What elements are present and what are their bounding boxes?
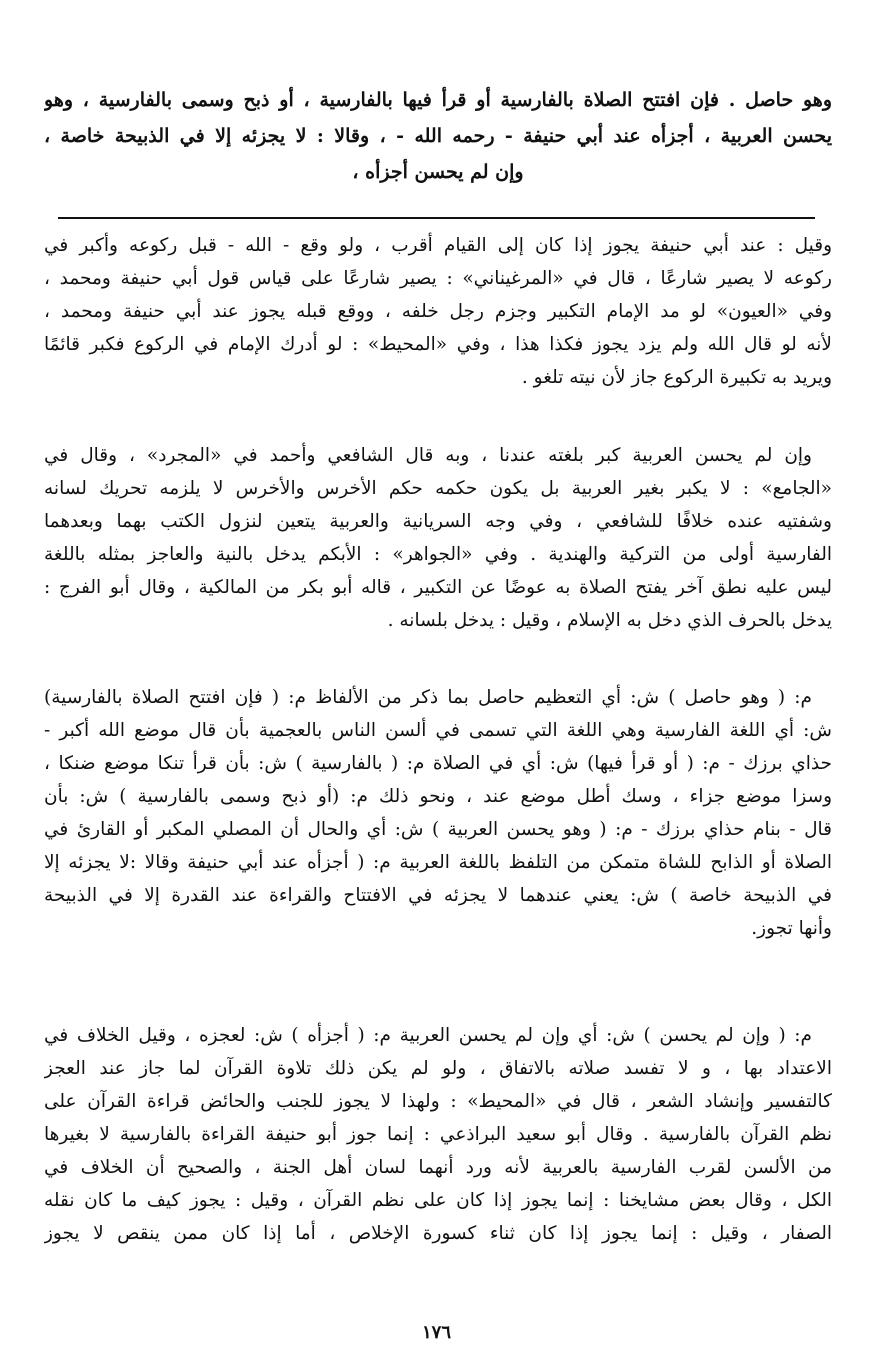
main-text-line: وهو حاصل . فإن افتتح الصلاة بالفارسية أو قرأ فيها بالفارسية ، أو ذبح وسمى بالفارسية ، وهو xyxy=(44,89,832,111)
text-line: قال - بنام حذاي برزك - م: ( وهو يحسن العربية ) ش: أي والحال أن المصلي المكبر أو القارئ في xyxy=(44,819,832,840)
page-number: ١٧٦ xyxy=(421,1322,451,1343)
text-line: الصلاة أو الذابح للشاة متمكن من التلفظ باللغة العربية م: ( أجزأه عند أبي حنيفة وقالا :لا يجزئه إلا xyxy=(44,852,832,873)
text-line: وأنها تجوز. xyxy=(751,918,832,939)
text-line: في الذبيحة خاصة ) ش: يعني عندهما لا يجزئه في الافتتاح والقراءة عند القدرة إلا في الذبيحة xyxy=(44,885,832,906)
text-line: من الألسن لقرب الفارسية بالعربية لأنه ورد أنهما لسان أهل الجنة ، والصحيح أن الخلاف في xyxy=(44,1157,832,1178)
text-line: م: ( وإن لم يحسن ) ش: أي وإن لم يحسن العربية م: ( أجزأه ) ش: لعجزه ، وقيل الخلاف في xyxy=(44,1025,812,1046)
commentary-paragraph-3 xyxy=(44,681,832,945)
text-line: ش: أي اللغة الفارسية وهي اللغة التي تسمى في ألسن الناس بالعجمية بأن قال موضع الله أكبر - xyxy=(44,720,832,741)
text-line: يدخل بالحرف الذي دخل به الإسلام ، وقيل : يدخل بلسانه . xyxy=(387,610,832,631)
text-line: الفارسية أولى من التركية والهندية . وفي «الجواهر» : الأبكم يدخل بالنية والعاجز بمثله باللغة xyxy=(44,544,832,565)
text-line: الصفار ، وقيل : إنما يجوز إذا كان ثناء كسورة الإخلاص ، أما إذا كان ممن ينقص لا يجوز xyxy=(44,1223,832,1244)
text-line: حذاي برزك - م: ( أو قرأ فيها) ش: أي في الصلاة م: ( بالفارسية ) ش: بأن قرأ تنكا موضع ضنكا ، xyxy=(44,753,832,774)
text-line: وفي «العيون» لو مد الإمام التكبير وجزم رجل خلفه ، ووقع قبله يجوز عند أبي حنيفة ومحمد ، xyxy=(44,301,832,322)
text-line: نظم القرآن بالفارسية . وقال أبو سعيد البراذعي : إنما جوز أبو حنيفة القراءة بالفارسية لا بغيرها xyxy=(44,1124,832,1145)
text-line: كالتفسير وإنشاد الشعر ، قال في «المحيط» : ولهذا لا يجوز للجنب والحائض قراءة القرآن على xyxy=(44,1091,832,1112)
text-line: وشفتيه عنده خلافًا للشافعي ، وفي وجه السريانية والعربية يتعين لنزول الكتب بهما وبعدهما xyxy=(44,511,832,532)
text-line: ركوعه لا يصير شارعًا ، قال في «المرغيناني» : يصير شارعًا على قياس قول أبي حنيفة ومحمد ، xyxy=(44,268,832,289)
separator-rule xyxy=(58,217,815,219)
text-line: م: ( وهو حاصل ) ش: أي التعظيم حاصل بما ذكر من الألفاظ م: ( فإن افتتح الصلاة بالفارسية) xyxy=(44,687,812,708)
text-line: وسزا موضع جزاء ، وسك أطل موضع عند ، ونحو ذلك م: (أو ذبح وسمى بالفارسية ) ش: بأن xyxy=(44,786,832,807)
text-line: الكل ، وقال بعض مشايخنا : إنما يجوز إذا كان على نظم القرآن ، وقيل : يجوز كيف ما كان نقله xyxy=(44,1190,832,1211)
text-line: «الجامع» : لا يكبر بغير العربية بل يكون حكمه حكم الأخرس والأخرس لا يلزمه تحريك لسانه xyxy=(44,478,832,499)
text-line: ويريد به تكبيرة الركوع جاز لأن نيته تلغو . xyxy=(521,367,832,388)
main-text xyxy=(44,82,832,190)
main-text-line: يحسن العربية ، أجزأه عند أبي حنيفة - رحمه الله - ، وقالا : لا يجزئه إلا في الذبيحة خاصة ، xyxy=(44,125,832,147)
commentary-paragraph-1 xyxy=(44,229,832,394)
text-line: وقيل : عند أبي حنيفة يجوز إذا كان إلى القيام أقرب ، ولو وقع - الله - قبل ركوعه وأكبر في xyxy=(44,235,832,256)
commentary-paragraph-2 xyxy=(44,439,832,637)
commentary-paragraph-4 xyxy=(44,1019,832,1250)
text-line: الاعتداد بها ، و لا تفسد صلاته بالاتفاق ، ولو لم يكن ذلك تلاوة القرآن لما جاز عند العجز xyxy=(44,1058,832,1079)
text-line: وإن لم يحسن العربية كبر بلغته عندنا ، وبه قال الشافعي وأحمد في «المجرد» ، وقال في xyxy=(44,445,812,466)
text-line: لأنه لو قال الله ولم يزد يجوز فكذا هذا ، وفي «المحيط» : لو أدرك الإمام في الركوع فكبر قائمًا xyxy=(44,334,832,355)
main-text-line: وإن لم يحسن أجزأه ، xyxy=(352,161,524,183)
text-line: ليس عليه نطق آخر يفتح الصلاة به عوضًا عن التكبير ، قاله أبو بكر من المالكية ، وقال أبو الفرج : xyxy=(44,577,832,598)
